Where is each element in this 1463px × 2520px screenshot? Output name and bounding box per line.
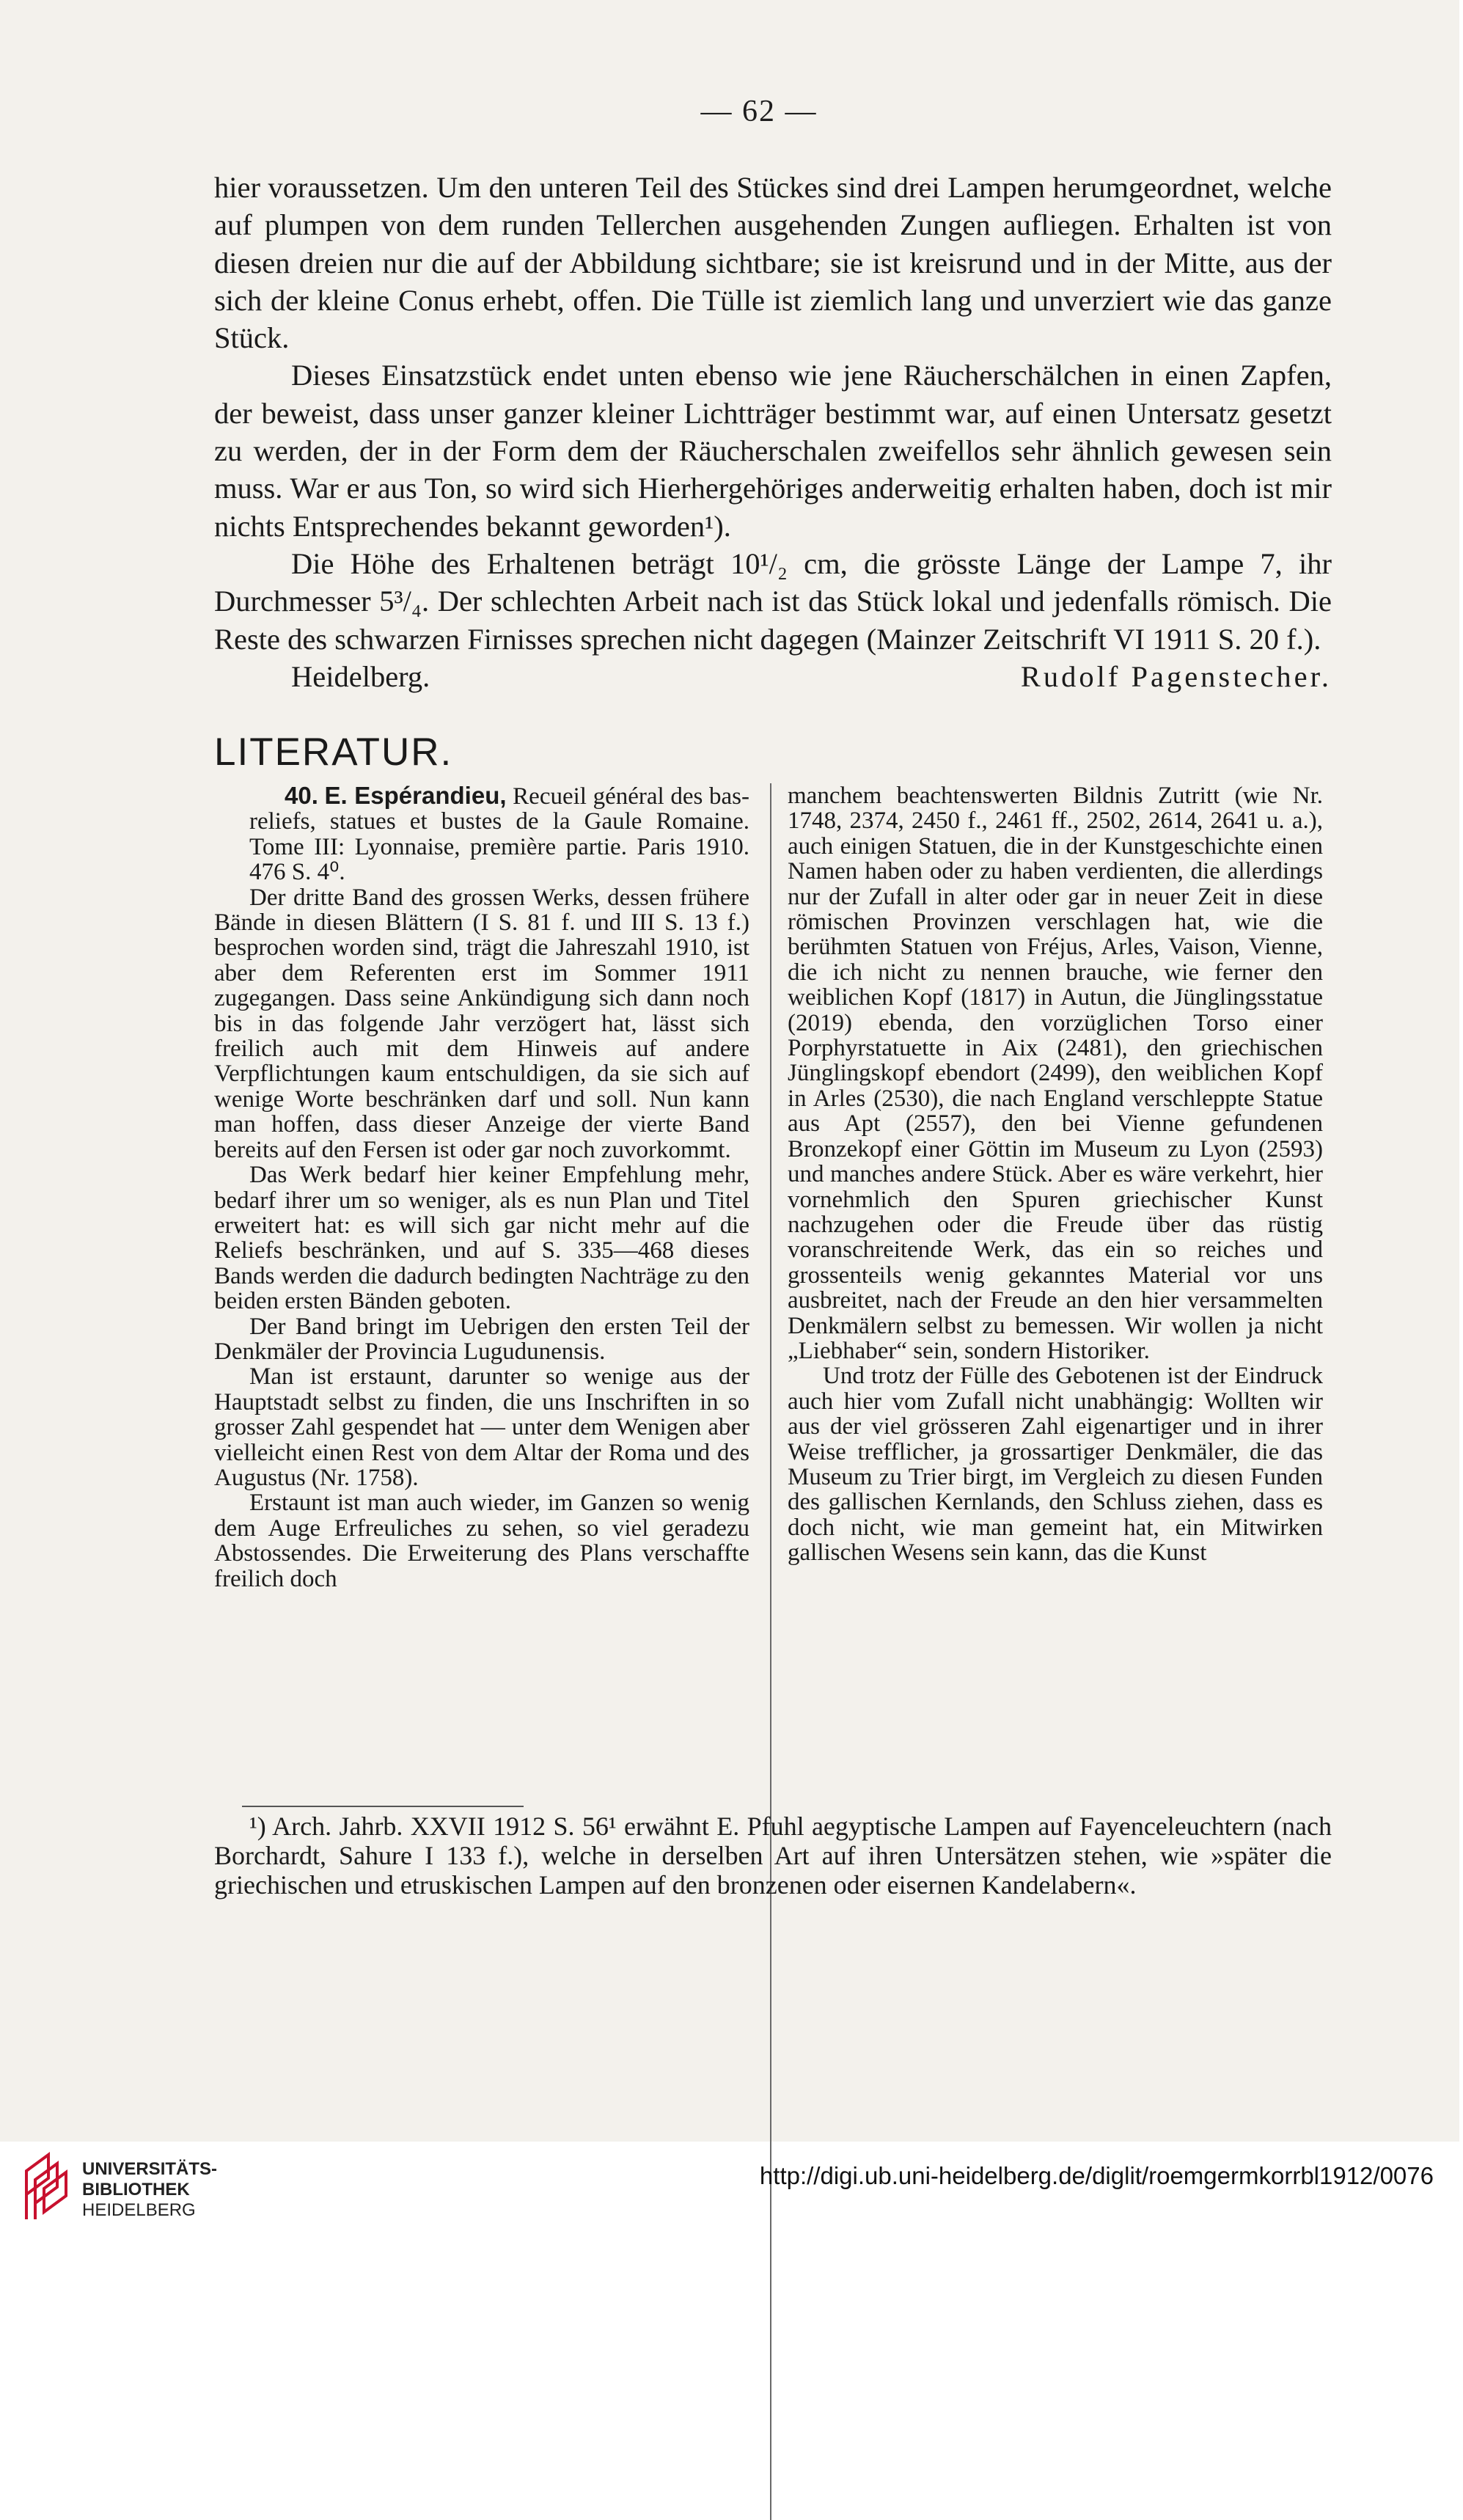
footnote-rule bbox=[242, 1806, 524, 1807]
paragraph: Der dritte Band des grossen Werks, dessen frühere Bände in diesen Blättern (I S. 81 f. und III S. 13 f.) besprochen worden sind, trägt die Jahreszahl 1910, ist aber dem Referenten erst im Sommer 1911 zugegangen. Dass seine Ankündigung sich dann noch bis in das folgende Jahr verzögert hat, lässt sich freilich auch mit dem Hinweis auf andere Verpflichtungen kaum entschuldigen, da sie sich auf wenige Worte beschränken darf und soll. Nun kann man hoffen, dass dieser Anzeige der vierte Band bereits auf den Fersen ist oder gar noch zuvorkommt. bbox=[214, 884, 749, 1163]
library-line: BIBLIOTHEK bbox=[82, 2180, 190, 2199]
library-name bbox=[82, 2159, 217, 2221]
literature-entry bbox=[214, 783, 749, 885]
entry-citation: Recueil général des bas-reliefs, statues et bustes de la Gaule Romaine. Tome III: Lyonnaise, première partie. Paris 1910. 476 S. 4⁰. bbox=[249, 783, 749, 886]
column-divider bbox=[770, 783, 771, 2520]
place: Heidelberg. bbox=[291, 659, 430, 693]
paragraph: Und trotz der Fülle des Gebotenen ist der Eindruck auch hier vom Zufall nicht unabhängig: Wollten wir aus der viel grösseren Zahl eigenartiger und in ihrer Weise trefflicher, ja grossartiger Denkmäler, die das Museum zu Trier birgt, im Vergleich zu diesen Funden des gallischen Kernlands, den Schluss ziehen, dass es doch nicht, wie man gemeint hat, ein Mitwirken gallischen Wesens sein kann, das die Kunst bbox=[788, 1363, 1323, 1567]
paragraph: Dieses Einsatzstück endet unten ebenso wie jene Räucherschälchen in einen Zapfen, der beweist, dass unser ganzer kleiner Lichtträger bestimmt war, auf einen Untersatz gesetzt zu werden, der in der Form dem der Räucherschalen zweifellos sehr ähnlich gewesen sein muss. War er aus Ton, so wird sich Hierhergehöriges anderweitig erhalten haben, doch ist mir nichts Entsprechendes bekannt geworden¹). bbox=[214, 359, 1332, 543]
entry-number: 40. bbox=[285, 782, 318, 809]
entry-author: E. Espérandieu, bbox=[324, 782, 507, 809]
paragraph: Der Band bringt im Uebrigen den ersten Teil der Denkmäler der Provincia Lugudunensis. bbox=[214, 1313, 749, 1365]
library-logo-icon bbox=[21, 2149, 72, 2222]
paragraph: Man ist erstaunt, darunter so wenige aus der Hauptstadt selbst zu finden, die uns Inschriften in so grosser Zahl gespendet hat — unter dem Wenigen aber vielleicht einen Rest von dem Altar der Roma und des Augustus (Nr. 1758). bbox=[214, 1363, 749, 1491]
paragraph: hier voraussetzen. Um den unteren Teil des Stückes sind drei Lampen herumgeordnet, welche auf plumpen von dem runden Tellerchen ausgehenden Zungen aufliegen. Erhalten ist von diesen dreien nur die auf der Abbildung sichtbare; sie ist kreisrund und in der Mitte, aus der sich der kleine Conus erhebt, offen. Die Tülle ist ziemlich lang und unverziert wie das ganze Stück. bbox=[214, 171, 1332, 355]
page-number: — 62 — bbox=[700, 95, 818, 128]
paragraph: Das Werk bedarf hier keiner Empfehlung mehr, bedarf ihrer um so weniger, als es nun Plan und Titel erweitert hat: es will sich gar nicht mehr auf die Reliefs beschränken, und auf S. 335—468 dieses Bands werden die dadurch bedingten Nachträge zu den beiden ersten Bänden geboten. bbox=[214, 1162, 749, 1315]
article-author: Rudolf Pagenstecher. bbox=[1020, 659, 1332, 693]
signature-line bbox=[214, 658, 1332, 695]
library-line: HEIDELBERG bbox=[82, 2200, 196, 2220]
main-text bbox=[214, 169, 1332, 695]
left-column bbox=[214, 783, 749, 1592]
paragraph: Erstaunt ist man auch wieder, im Ganzen so wenig dem Auge Erfreuliches zu sehen, so viel geradezu Abstossendes. Die Erweiterung des Plans verschaffte freilich doch bbox=[214, 1490, 749, 1592]
source-url[interactable]: http://digi.ub.uni-heidelberg.de/diglit/roemgermkorrbl1912/0076 bbox=[759, 2162, 1434, 2189]
footnote-text: ¹) Arch. Jahrb. XXVII 1912 S. 56¹ erwähnt E. Pfuhl aegyptische Lampen auf Fayenceleuchtern (nach Borchardt, Sahure I 133 f.), welche in derselben Art auf ihren Untersätzen stehen, wie »später die griechischen und etruskischen Lampen auf den bronzenen oder eisernen Kandelabern«. bbox=[214, 1812, 1332, 1900]
paragraph: manchem beachtenswerten Bildnis Zutritt (wie Nr. 1748, 2374, 2450 f., 2461 ff., 2502, 2614, 2641 u. a.), auch einigen Statuen, die in der Kunstgeschichte einen Namen haben oder zu haben verdienten, die allerdings nur der Zufall in alter oder gar in neuer Zeit in diese römischen Provinzen verschlagen hat, wie die berühmten Statuen von Fréjus, Arles, Vaison, Vienne, die ich nicht zu nennen brauche, wie ferner den weiblichen Kopf (1817) in Autun, die Jünglingsstatue (2019) ebenda, den vorzüglichen Torso einer Porphyrstatuette in Aix (2481), den griechischen Jünglingskopf ebendort (2499), den weiblichen Kopf in Arles (2530), die nach England verschleppte Statue aus Apt (2557), den bei Vienne gefundenen Bronzekopf einer Göttin im Museum zu Lyon (2593) und manches andere Stück. Aber es wäre verkehrt, hier vornehmlich den Spuren griechischer Kunst nachzugehen oder die Freude über das rüstig voranschreitende Werk, das ein so reiches und grossenteils wenig gekanntes Material vor uns ausbreitet, nach der Freude an den hier versammelten Denkmälern selbst zu bemessen. Wir wollen ja nicht „Liebhaber“ sein, sondern Historiker. bbox=[788, 783, 1323, 1364]
library-line: UNIVERSITÄTS- bbox=[82, 2159, 218, 2179]
right-column bbox=[788, 783, 1323, 1566]
footnote bbox=[214, 1812, 1332, 1900]
section-heading: LITERATUR. bbox=[214, 730, 453, 774]
paragraph: Die Höhe des Erhaltenen beträgt 10¹/₂ cm, die grösste Länge der Lampe 7, ihr Durchmesser 5³/₄. Der schlechten Arbeit nach ist das Stück lokal und jedenfalls römisch. Die Reste des schwarzen Firnisses sprechen nicht dagegen (Mainzer Zeitschrift VI 1911 S. 20 f.). bbox=[214, 546, 1332, 656]
